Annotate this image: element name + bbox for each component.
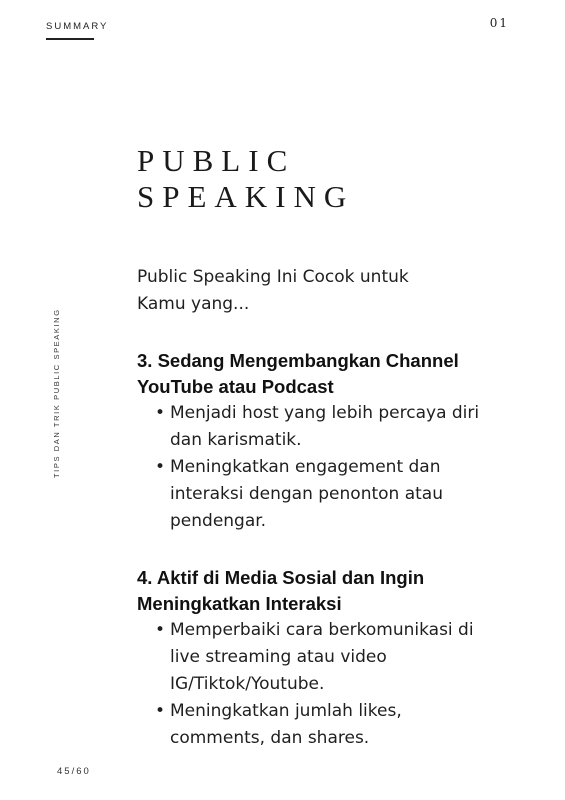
- bullet-list: [137, 617, 497, 752]
- bullet-icon: •: [155, 620, 166, 640]
- list-item-text: Meningkatkan engagement dan interaksi dengan penonton atau pendengar.: [170, 457, 443, 531]
- list-item-text: Memperbaiki cara berkomunikasi di live streaming atau video IG/Tiktok/Youtube.: [170, 620, 474, 694]
- section-3: [137, 348, 497, 535]
- list-item: [137, 698, 497, 752]
- section-label-underline: [46, 38, 94, 40]
- page-title: [137, 143, 354, 215]
- page-title-line-2: SPEAKING: [137, 179, 355, 214]
- list-item-text: Menjadi host yang lebih percaya diri dan karismatik.: [170, 403, 480, 450]
- bullet-icon: •: [155, 457, 166, 477]
- bullet-list: [137, 400, 482, 535]
- page-count: 45/60: [57, 766, 91, 777]
- page-index: 01: [489, 16, 509, 30]
- list-item: [137, 617, 497, 698]
- list-item: [137, 454, 482, 535]
- side-caption: TIPS DAN TRIK PUBLIC SPEAKING: [52, 308, 61, 478]
- bullet-icon: •: [155, 403, 166, 423]
- intro-text: Public Speaking Ini Cocok untuk Kamu yang...: [137, 267, 409, 314]
- section-label: SUMMARY: [46, 21, 109, 32]
- page-title-line-1: PUBLIC: [137, 143, 296, 178]
- list-item-text: Meningkatkan jumlah likes, comments, dan shares.: [170, 701, 402, 748]
- section-heading: 3. Sedang Mengembangkan Channel YouTube atau Podcast: [137, 350, 459, 397]
- section-4: [137, 565, 497, 752]
- main-content: [137, 264, 497, 782]
- section-heading: 4. Aktif di Media Sosial dan Ingin Meningkatkan Interaksi: [137, 567, 425, 614]
- bullet-icon: •: [155, 701, 166, 721]
- list-item: [137, 400, 482, 454]
